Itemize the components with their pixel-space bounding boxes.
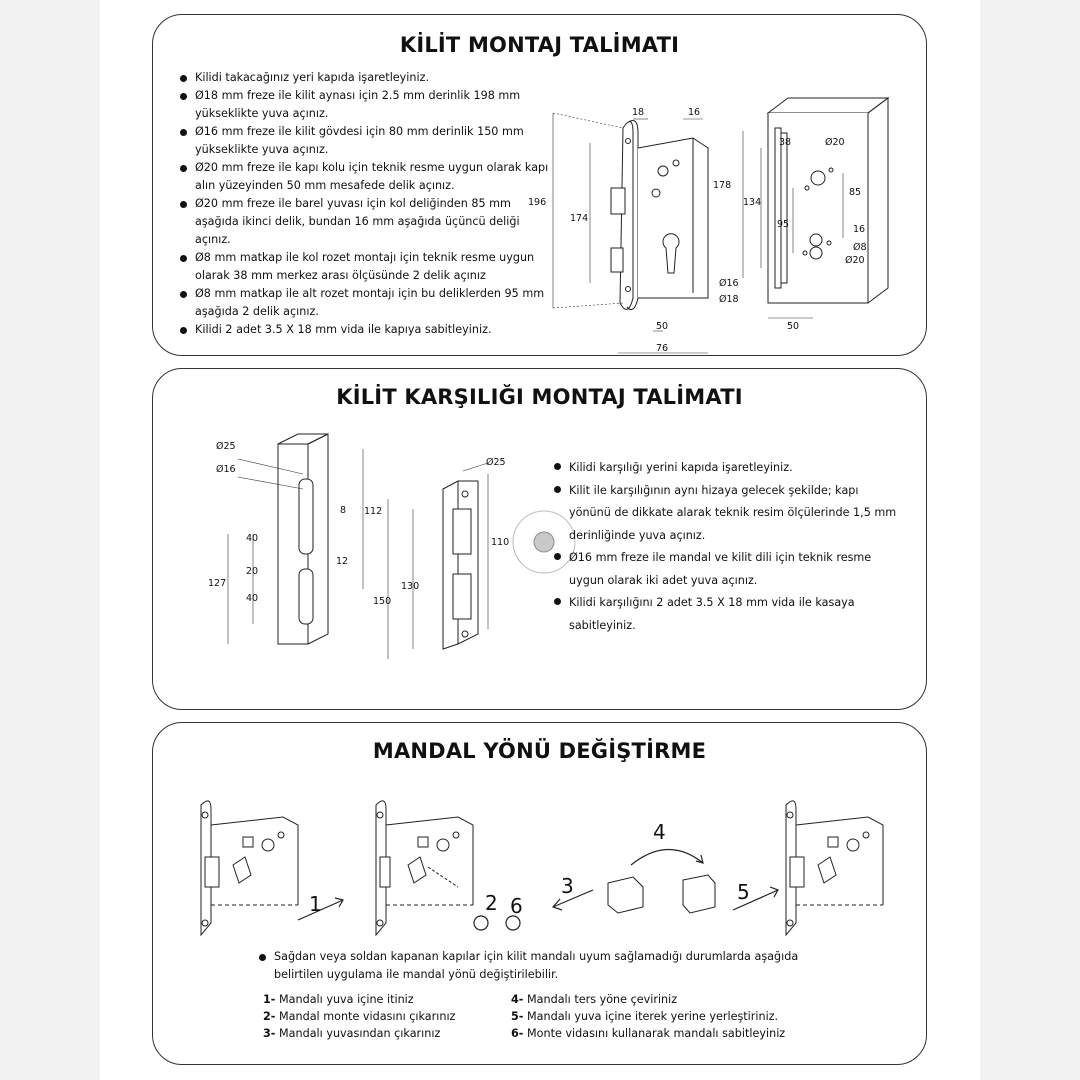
step-number-2: 2 bbox=[485, 891, 498, 915]
instruction-item: Ø16 mm freze ile mandal ve kilit dili için teknik resme uygun olarak iki adet yuva açınız. bbox=[553, 547, 903, 592]
instruction-item: Kilidi karşılığını 2 adet 3.5 X 18 mm vida ile kasaya sabitleyiniz. bbox=[553, 592, 903, 637]
instruction-item: Kilidi takacağınız yeri kapıda işaretleyiniz. bbox=[179, 69, 549, 87]
step-number: 6- bbox=[511, 1027, 524, 1040]
step-number-4: 4 bbox=[653, 820, 666, 844]
step-item bbox=[263, 991, 513, 1008]
step-text: Mandalı yuva içine itiniz bbox=[279, 993, 414, 1006]
step-number: 2- bbox=[263, 1010, 276, 1023]
dim-95: 95 bbox=[777, 219, 790, 230]
lock-figure-start bbox=[201, 801, 298, 935]
lock-figure-end bbox=[786, 801, 883, 935]
frame-dimension-drawing bbox=[208, 429, 388, 659]
door-dimension-drawing bbox=[713, 93, 913, 338]
latch-steps-illustration bbox=[163, 795, 918, 945]
latch-direction-panel bbox=[152, 722, 927, 1065]
dim-127: 127 bbox=[208, 578, 227, 589]
section-title: MANDAL YÖNÜ DEĞİŞTİRME bbox=[372, 739, 707, 763]
dim-20: 20 bbox=[246, 566, 259, 577]
dim-phi8: Ø8 bbox=[853, 242, 867, 253]
dim-196: 196 bbox=[528, 197, 547, 208]
section-title: KİLİT MONTAJ TALİMATI bbox=[399, 33, 680, 57]
dim-40-bottom: 40 bbox=[246, 593, 259, 604]
instruction-item: Ø20 mm freze ile barel yuvası için kol deliğinden 85 mm aşağıda ikinci delik, bundan 16 mm aşağıda üçüncü deliği açınız. bbox=[179, 195, 549, 249]
dim-8: 8 bbox=[340, 505, 347, 516]
dim-40-top: 40 bbox=[246, 533, 259, 544]
instruction-item: Ø18 mm freze ile kilit aynası için 2.5 mm derinlik 198 mm yükseklikte yuva açınız. bbox=[179, 87, 549, 123]
dim-12: 12 bbox=[336, 556, 349, 567]
step-item bbox=[263, 1025, 513, 1042]
instruction-item: Kilidi 2 adet 3.5 X 18 mm vida ile kapıya sabitleyiniz. bbox=[179, 321, 549, 339]
instruction-list bbox=[179, 69, 549, 339]
step-number: 4- bbox=[511, 993, 524, 1006]
step-number: 1- bbox=[263, 993, 276, 1006]
strike-plate-panel bbox=[152, 368, 927, 710]
dim-phi20-top: Ø20 bbox=[825, 137, 845, 148]
latch-piece-flipped bbox=[683, 875, 715, 913]
step-item bbox=[511, 1025, 911, 1042]
dim-phi16: Ø16 bbox=[719, 278, 739, 289]
step-item bbox=[511, 1008, 911, 1025]
section-title: KİLİT KARŞILIĞI MONTAJ TALİMATI bbox=[336, 385, 743, 409]
dim-174: 174 bbox=[570, 213, 589, 224]
dim-phi25: Ø25 bbox=[216, 441, 236, 452]
dim-85: 85 bbox=[849, 187, 862, 198]
dim-phi20-bottom: Ø20 bbox=[845, 255, 865, 266]
step-item bbox=[511, 991, 911, 1008]
step-number: 3- bbox=[263, 1027, 276, 1040]
dim-16-door: 16 bbox=[853, 224, 866, 235]
page-margin-right bbox=[980, 0, 1080, 1080]
step-text: Mandal monte vidasını çıkarınız bbox=[279, 1010, 456, 1023]
lock-figure-unscrew bbox=[376, 801, 473, 935]
steps-list-left bbox=[263, 991, 513, 1042]
step-item bbox=[263, 1008, 513, 1025]
lock-dimension-drawing bbox=[528, 93, 718, 354]
instruction-list bbox=[258, 948, 818, 984]
steps-list-right bbox=[511, 991, 911, 1042]
dim-38: 38 bbox=[779, 137, 792, 148]
instruction-item: Ø8 mm matkap ile alt rozet montajı için bu deliklerden 95 mm aşağıda 2 delik açınız. bbox=[179, 285, 549, 321]
step-number-1: 1 bbox=[309, 892, 322, 916]
dim-16: 16 bbox=[688, 107, 701, 118]
dim-50-door: 50 bbox=[787, 321, 800, 332]
step-text: Mandalı yuvasından çıkarınız bbox=[279, 1027, 441, 1040]
dim-134: 134 bbox=[743, 197, 762, 208]
step-number-5: 5 bbox=[737, 880, 750, 904]
dim-50: 50 bbox=[656, 321, 669, 332]
step-number: 5- bbox=[511, 1010, 524, 1023]
instruction-item: Ø20 mm freze ile kapı kolu için teknik resme uygun olarak kapı alın yüzeyinden 50 mm mesafede delik açınız. bbox=[179, 159, 549, 195]
dim-150: 150 bbox=[373, 596, 392, 607]
dim-178: 178 bbox=[713, 180, 732, 191]
step-number-6: 6 bbox=[510, 894, 523, 918]
page-margin-left bbox=[0, 0, 100, 1080]
dim-18: 18 bbox=[632, 107, 645, 118]
step-number-3: 3 bbox=[561, 874, 574, 898]
dim-phi25-plate: Ø25 bbox=[486, 457, 506, 468]
instruction-list bbox=[553, 457, 903, 637]
step-text: Mandalı yuva içine iterek yerine yerleştiriniz. bbox=[527, 1010, 779, 1023]
instruction-item: Sağdan veya soldan kapanan kapılar için kilit mandalı uyum sağlamadığı durumlarda aşağıda belirtilen uygulama ile mandal yönü değiştirilebilir. bbox=[258, 948, 818, 984]
step-text: Monte vidasını kullanarak mandalı sabitleyiniz bbox=[527, 1027, 786, 1040]
dim-76: 76 bbox=[656, 343, 669, 354]
step-4-arrow bbox=[631, 849, 703, 865]
instruction-item: Ø16 mm freze ile kilit gövdesi için 80 mm derinlik 150 mm yükseklikte yuva açınız. bbox=[179, 123, 549, 159]
instruction-item: Kilit ile karşılığının aynı hizaya gelecek şekilde; kapı yönünü de dikkate alarak teknik resim ölçülerinde 1,5 mm derinliğinde yuva açınız. bbox=[553, 480, 903, 548]
lock-installation-panel bbox=[152, 14, 927, 356]
dim-110: 110 bbox=[491, 537, 510, 548]
step-text: Mandalı ters yöne çeviriniz bbox=[527, 993, 678, 1006]
dim-112: 112 bbox=[364, 506, 383, 517]
dim-phi18: Ø18 bbox=[719, 294, 739, 305]
dim-phi16: Ø16 bbox=[216, 464, 236, 475]
latch-piece-removed bbox=[608, 877, 643, 913]
instruction-item: Kilidi karşılığı yerini kapıda işaretleyiniz. bbox=[553, 457, 903, 480]
dim-130: 130 bbox=[401, 581, 420, 592]
instruction-item: Ø8 mm matkap ile kol rozet montajı için teknik resme uygun olarak 38 mm merkez arası ölçüsünde 2 delik açınız bbox=[179, 249, 549, 285]
